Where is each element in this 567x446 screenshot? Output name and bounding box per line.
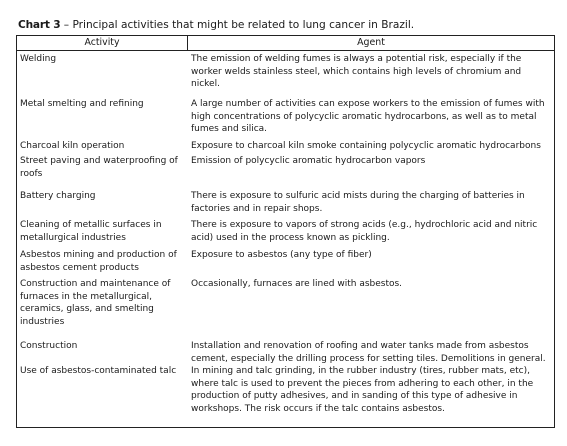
agent-cell: Exposure to asbestos (any type of fiber) <box>191 250 372 260</box>
caption-text: – Principal activities that might be related to lung cancer in Brazil. <box>60 19 415 31</box>
agent-cell: There is exposure to vapors of strong acids (e.g., hydrochloric acid and nitric acid) used in the process known as pickling. <box>191 220 538 243</box>
table-row <box>17 154 554 186</box>
table-row <box>17 218 554 248</box>
table-row <box>17 186 554 218</box>
activity-cell: Welding <box>20 54 57 64</box>
agent-cell: Exposure to charcoal kiln smoke containing polycyclic aromatic hydrocarbons <box>191 141 541 151</box>
table-row <box>17 335 554 364</box>
chart-caption <box>18 19 414 32</box>
activity-cell: Construction and maintenance of furnaces in the metallurgical, ceramics, glass, and smelting industries <box>20 279 171 327</box>
agent-cell: Occasionally, furnaces are lined with asbestos. <box>191 279 403 289</box>
activity-cell: Cleaning of metallic surfaces in metallurgical industries <box>20 220 162 243</box>
agent-cell: Emission of polycyclic aromatic hydrocarbon vapors <box>191 156 426 166</box>
table-row <box>17 94 554 139</box>
activity-cell: Battery charging <box>20 191 96 201</box>
activities-table <box>16 35 555 428</box>
table-row <box>17 364 554 427</box>
header-activity: Activity <box>17 36 188 50</box>
agent-cell: In mining and talc grinding, in the rubber industry (tires, rubber mats, etc), where talc is used to prevent the pieces from adhering to each other, in the production of putty adhesives, and in sanding of this type of adhesive in workshops. The risk occurs if the talc contains asbestos. <box>191 366 534 414</box>
activity-cell: Use of asbestos-contaminated talc <box>20 366 177 376</box>
activity-cell: Construction <box>20 341 78 351</box>
table-row <box>17 139 554 154</box>
table-row <box>17 275 554 335</box>
activity-cell: Charcoal kiln operation <box>20 141 125 151</box>
table-row <box>17 51 554 94</box>
activity-cell: Metal smelting and refining <box>20 99 144 109</box>
agent-cell: The emission of welding fumes is always a potential risk, especially if the worker welds stainless steel, which contains high levels of chromium and nickel. <box>191 54 522 90</box>
agent-cell: There is exposure to sulfuric acid mists during the charging of batteries in factories and in repair shops. <box>191 191 525 214</box>
table-header <box>17 36 554 51</box>
activity-cell: Street paving and waterproofing of roofs <box>20 156 178 179</box>
caption-number: Chart 3 <box>18 19 61 31</box>
agent-cell: Installation and renovation of roofing and water tanks made from asbestos cement, especially the drilling process for setting tiles. Demolitions in general. <box>191 341 546 364</box>
header-agent: Agent <box>357 37 385 48</box>
table-row <box>17 248 554 275</box>
agent-cell: A large number of activities can expose workers to the emission of fumes with high concentrations of polycyclic aromatic hydrocarbons, as well as to metal fumes and silica. <box>191 99 545 135</box>
activity-cell: Asbestos mining and production of asbestos cement products <box>20 250 177 273</box>
